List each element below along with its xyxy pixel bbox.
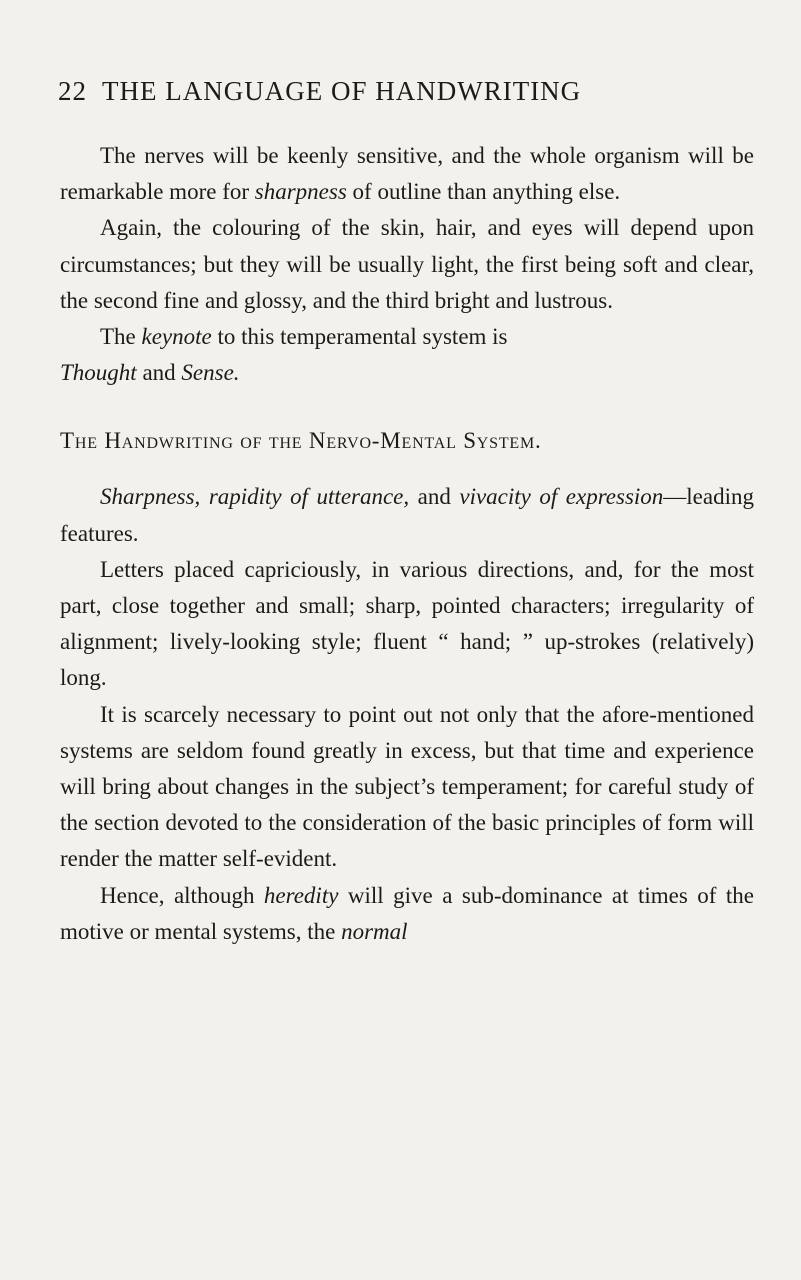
italic-term: heredity — [263, 882, 339, 908]
paragraph-text: The — [100, 324, 142, 350]
paragraph-text: Hence, although — [100, 882, 264, 908]
paragraph-text: and — [136, 360, 182, 386]
italic-term: Thought — [60, 360, 137, 386]
paragraph-scarcely: It is scarcely necessary to point out not only that the afore-mentioned systems are seldom found greatly in excess, but that time and experience will bring about changes in the subject’s temperament; for careful study of the section devoted to the consideration of the basic principles of form will render the matter self-evident. — [60, 701, 754, 872]
italic-term: vivacity of expression — [459, 484, 664, 510]
paragraph-letters: Letters placed capriciously, in various directions, and, for the most part, close together and small; sharp, pointed characters; irregularity of alignment; lively-looking style; fluent “ hand; ” up-strokes (relatively) long. — [60, 556, 754, 691]
paragraph-keynote — [60, 319, 754, 391]
paragraph-text: and — [409, 484, 460, 510]
body-text — [60, 138, 754, 950]
running-head-title: THE LANGUAGE OF HANDWRITING — [102, 76, 582, 106]
paragraph-text: will give a sub-dominance at times of the motive or mental systems, the — [60, 882, 754, 944]
paragraph-text: —leading features. — [60, 484, 754, 546]
paragraph-heredity — [60, 878, 754, 950]
italic-term: Sense. — [181, 360, 240, 386]
paragraph-text: of outline than anything else. — [346, 179, 621, 205]
paragraph-colouring: Again, the colouring of the skin, hair, and eyes will depend upon circumstances; but they will be usually light, the first being soft and clear, the second fine and glossy, and the third bright and lustrous. — [60, 215, 754, 313]
paragraph-nerves — [60, 138, 754, 210]
italic-term: normal — [341, 918, 408, 944]
italic-term: sharpness — [254, 179, 347, 205]
italic-term: keynote — [141, 324, 212, 350]
paragraph-leading-features — [60, 479, 754, 551]
italic-term: Sharpness, rapidity of utterance, — [100, 484, 410, 510]
paragraph-text: to this temperamental system is — [211, 324, 508, 350]
paragraph-text: The nerves will be keenly sensitive, and the whole organism will be remarkable more for — [60, 143, 754, 205]
running-head — [58, 76, 758, 120]
page-number: 22 — [58, 76, 87, 106]
section-heading: The Handwriting of the Nervo-Mental System. — [60, 428, 542, 454]
